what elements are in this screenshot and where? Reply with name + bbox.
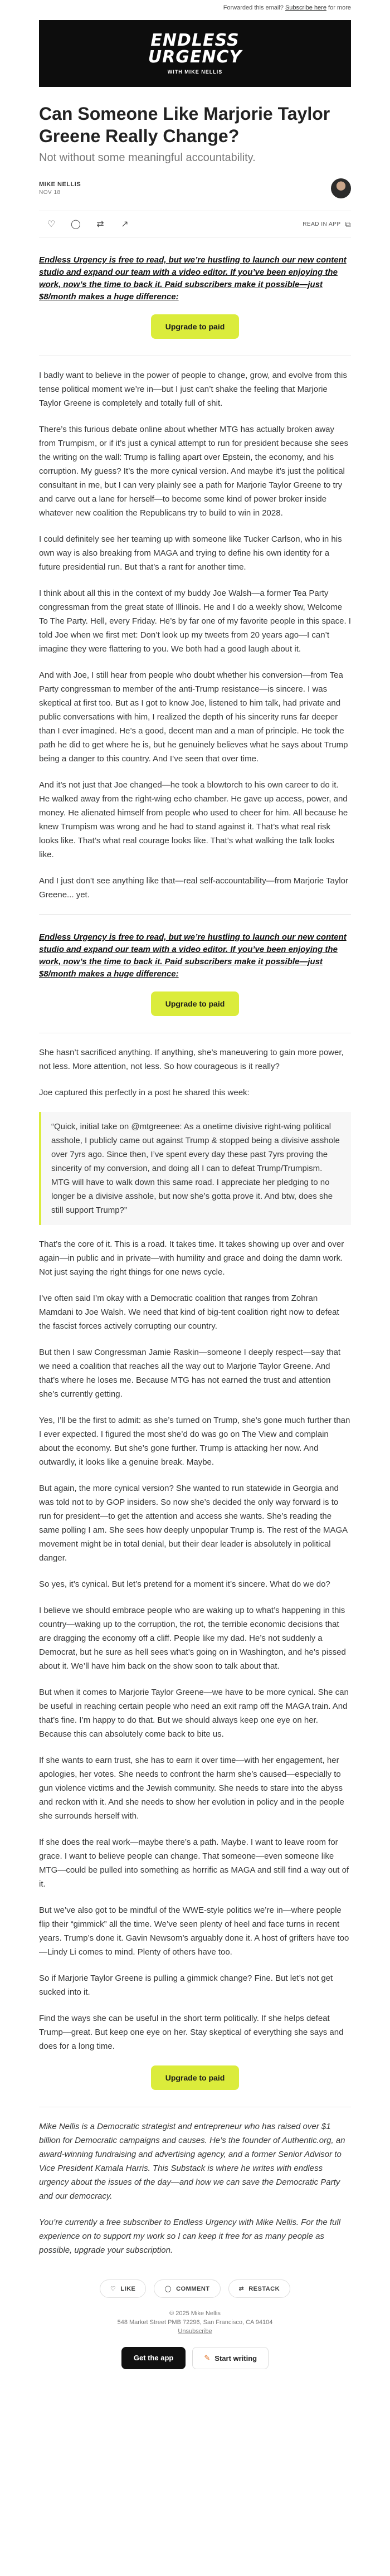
author-name[interactable]: MIKE NELLIS	[39, 181, 81, 188]
paragraph: So if Marjorie Taylor Greene is pulling a gimmick change? Fine. But let’s not get sucked into it.	[39, 1974, 333, 1997]
read-in-app-button[interactable]	[303, 220, 351, 229]
restack-label: RESTACK	[248, 2285, 280, 2292]
restack-button[interactable]	[228, 2279, 291, 2298]
banner-line-2: URGENCY	[148, 47, 242, 67]
comment-button[interactable]	[154, 2279, 220, 2298]
paragraph: But when it comes to Marjorie Taylor Greene—we have to be more cynical. She can be useful in reaching certain people who need an exit ramp off the MAGA train. And that’s fine. I’m happy to do that. But we should always keep one eye on her. Because this can absolutely come back to bite us.	[39, 1688, 349, 1739]
subscribe-link[interactable]: Subscribe here	[285, 4, 326, 11]
post-title[interactable]: Can Someone Like Marjorie Taylor Greene Really Change?	[39, 104, 330, 146]
paragraph: I think about all this in the context of my buddy Joe Walsh—a former Tea Party congressman from the great state of Illinois. He and I do a weekly show, Welcome To The Party. Hell, every Friday. He’s by far one of my favorite people in this space. I told Joe when we first met: Don’t look up my tweets from 20 years ago—I can’t imagine they were flattering to you. We both had a good laugh about it.	[39, 589, 351, 654]
paragraph: But then I saw Congressman Jamie Raskin—someone I deeply respect—say that we need a coalition that reaches all the way out to Marjorie Taylor Greene. And that’s where he loses me. Because MTG has not earned the trust and attention she’s currently getting.	[39, 1348, 341, 1399]
paragraph: I badly want to believe in the power of people to change, grow, and evolve from this tense political moment we’re in—but I just can’t shake the feeling that Marjorie Taylor Greene is completely and totally full of shit.	[39, 371, 347, 408]
upgrade-button-middle[interactable]: Upgrade to paid	[151, 991, 240, 1016]
get-app-button[interactable]: Get the app	[121, 2347, 186, 2369]
paragraph: That’s the core of it. This is a road. It takes time. It takes showing up over and over again—in public and in private—with humility and grace and doing the damn work. Not just saying the right things for one news cycle.	[39, 1240, 344, 1277]
promo-text-middle[interactable]: Endless Urgency is free to read, but we’re hustling to launch our new content studio and expand our team with a video editor. If you’ve been enjoying the work, now’s the time to back it. Paid subscribers make it possible—just $8/month makes a huge difference:	[39, 932, 347, 979]
paragraph: But again, the more cynical version? She wanted to run statewide in Georgia and was told not to by GOP insiders. So now she’s decided the only way forward is to run for president—to get the attention and access she wants. She’s reading the same polling I am. She sees how deeply unpopular Trump is. The rest of the MAGA movement might be in total denial, but their dear leader is absolutely in political danger.	[39, 1484, 348, 1563]
promo-text-top[interactable]: Endless Urgency is free to read, but we’re hustling to launch our new content studio and expand our team with a video editor. If you’ve been enjoying the work, now’s the time to back it. Paid subscribers make it possible—just $8/month makes a huge difference:	[39, 255, 347, 302]
restack-icon: ⇄	[238, 2286, 245, 2292]
avatar[interactable]	[331, 178, 351, 198]
heart-icon: ♡	[110, 2286, 116, 2292]
paragraph: There’s this furious debate online about whether MTG has actually broken away from Trumpism, or if it’s just a cynical attempt to run for president because she sees the writing on the wall: Trump is falling apart over Epstein, the economy, and his corruption. My guess? It’s the more cynical version. And maybe it’s just the political consultant in me, but I can very plainly see a path for Marjorie Taylor Greene to try and carve out a lane for herself—to become some kind of power broker inside whatever new coalition the Republicans try to build to win in 2028.	[39, 425, 348, 518]
paragraph: Find the ways she can be useful in the short term politically. If she helps defeat Trump—great. But keep one eye on her. Stay skeptical of everything she says and does for a long time.	[39, 2014, 344, 2051]
start-writing-label: Start writing	[214, 2354, 257, 2363]
paragraph: If she wants to earn trust, she has to earn it over time—with her engagement, her apologies, her votes. She needs to confront the harm she’s caused—especially to gun violence victims and the Jewish community. She needs to stare into the abyss and reckon with it. And she needs to show her evolution in policy and in the people she surrounds herself with.	[39, 1756, 344, 1821]
mailing-address: 548 Market Street PMB 72296, San Francisco, CA 94104	[117, 2319, 273, 2326]
paragraph: Joe captured this perfectly in a post he shared this week:	[39, 1088, 250, 1097]
author-bio: Mike Nellis is a Democratic strategist and entrepreneur who has raised over $1 billion for Democratic campaigns and causes. He’s the founder of Authentic.org, an award-winning fundraising and advertising agency, and a former Senior Advisor to Vice President Kamala Harris. This Substack is where he writes with endless urgency about the issues of the day—and how we can save the Democratic Party and our democracy.	[39, 2122, 345, 2201]
restack-icon[interactable]: ⇄	[96, 220, 104, 229]
paragraph: Yes, I’ll be the first to admit: as she’s turned on Trump, she’s gone much further than I ever expected. I figured the most she’d do was go on The View and complain about the economy. But she’s gone further. Trump is attacking her now. And outwardly, it looks like a genuine break. Maybe.	[39, 1416, 350, 1467]
forward-text: Forwarded this email?	[223, 4, 284, 11]
paragraph: And I just don’t see anything like that—real self-accountability—from Marjorie Taylor Greene... yet.	[39, 876, 348, 900]
copyright: © 2025 Mike Nellis	[169, 2310, 221, 2317]
banner-line-3: WITH MIKE NELLIS	[167, 69, 223, 75]
upgrade-button-bottom[interactable]: Upgrade to paid	[151, 2065, 240, 2090]
divider	[39, 914, 351, 915]
byline	[39, 178, 351, 198]
upgrade-button-top[interactable]: Upgrade to paid	[151, 314, 240, 339]
paragraph: If she does the real work—maybe there’s a path. Maybe. I want to leave room for grace. I want to believe people can change. That someone—even someone like MTG—could be pulled into something as horrific as MAGA and still find a way out of it.	[39, 1838, 349, 1889]
external-link-icon: ⧉	[345, 219, 351, 229]
comment-icon: ◯	[164, 2286, 172, 2292]
footer-actions	[39, 2279, 351, 2298]
heart-icon[interactable]: ♡	[47, 220, 56, 229]
banner-line-1: ENDLESS	[150, 31, 240, 50]
start-writing-button[interactable]	[192, 2347, 269, 2369]
like-button[interactable]	[100, 2279, 146, 2298]
paragraph: And with Joe, I still hear from people who doubt whether his conversion—from Tea Party congressman to member of the anti-Trump resistance—is sincere. I was skeptical at first too. But as I got to know Joe, listened to him talk, had private and public conversations with him, I realized the depth of his sincerity runs far deeper than I ever imagined. He’s a good, decent man and a man of principle. He took the path he did to get where he is, but he genuinely believes what he says about Trump being a danger to this country. And I’ve seen that over time.	[39, 670, 348, 764]
comment-label: COMMENT	[176, 2285, 210, 2292]
email-body	[39, 20, 351, 2369]
pen-icon: ✎	[204, 2354, 211, 2362]
like-label: LIKE	[120, 2285, 136, 2292]
subscription-note[interactable]: You’re currently a free subscriber to Endless Urgency with Mike Nellis. For the full experience on to support my work so I can keep it free for as many people as possible, upgrade your subscription.	[39, 2218, 341, 2255]
newsletter-banner[interactable]	[39, 20, 351, 87]
forward-bar	[0, 0, 390, 17]
paragraph: But we’ve also got to be mindful of the WWE-style politics we’re in—where people flip their “gimmick” all the time. We’ve seen plenty of heel and face turns in recent years. Trump’s done it. Gavin Newsom’s arguably done it. A host of grifters have too—Lindy Li comes to mind. Plenty of others have too.	[39, 1906, 349, 1957]
paragraph: So yes, it’s cynical. But let’s pretend for a moment it’s sincere. What do we do?	[39, 1579, 330, 1589]
post-date: NOV 18	[39, 189, 61, 196]
action-bar	[39, 211, 351, 237]
post-subtitle: Not without some meaningful accountability.	[39, 152, 256, 164]
footer-address	[39, 2309, 351, 2336]
app-buttons	[39, 2347, 351, 2369]
blockquote: “Quick, initial take on @mtgreenee: As a onetime divisive right-wing political asshole, I publicly came out against Trump & stopped being a divisive asshole over 7yrs ago. Since then, I’ve spent every day these past 7yrs proving the sincerity of my conversion, and doing all I can to defeat Trump/Trumpism. MTG will have to walk down this same road. I appreciate her pledging to no longer be a divisive asshole, but now she’s gotta prove it. And btw, does she still support Trump?”	[39, 1112, 351, 1225]
paragraph: And it’s not just that Joe changed—he took a blowtorch to his own career to do it. He walked away from the right-wing echo chamber. He gave up access, power, and money. He alienated himself from people who used to cheer for him. All because he knew Trumpism was wrong and he had to stand against it. That’s what real risk looks like. That’s what real courage looks like. That’s what walking the talk looks like.	[39, 780, 348, 859]
unsubscribe-link[interactable]: Unsubscribe	[178, 2328, 212, 2335]
read-in-app-label: READ IN APP	[303, 221, 341, 227]
share-icon[interactable]: ↗	[121, 220, 129, 229]
paragraph: She hasn’t sacrificed anything. If anything, she’s maneuvering to gain more power, not less. More attention, not less. So how courageous is it really?	[39, 1048, 344, 1071]
comment-icon[interactable]: ◯	[71, 220, 81, 229]
paragraph: I believe we should embrace people who are waking up to what’s happening in this country—waking up to the corruption, the rot, the terrible economic decisions that are dragging the economy off a cliff. People like my dad. He’s not suddenly a Democrat, but he sure as hell sees what’s going on in Washington, and he’s pissed about it. We’ll have him back on the show soon to talk about that.	[39, 1606, 346, 1671]
paragraph: I could definitely see her teaming up with someone like Tucker Carlson, who in his own way is also breaking from MAGA and trying to define his own identity for a future presidential run. But that’s a rant for another time.	[39, 534, 342, 572]
forward-suffix: for more	[328, 4, 351, 11]
paragraph: I’ve often said I’m okay with a Democratic coalition that ranges from Zohran Mamdani to Joe Walsh. We need that kind of big-tent coalition right now to defeat the fascist forces actively corrupting our country.	[39, 1294, 339, 1331]
